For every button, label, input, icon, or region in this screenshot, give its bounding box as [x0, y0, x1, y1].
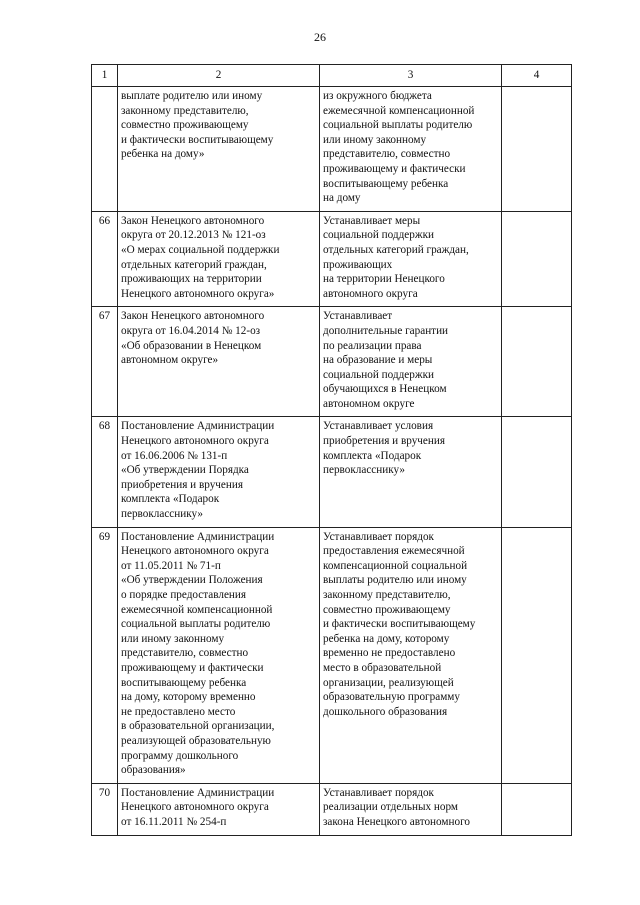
row-document: Закон Ненецкого автономного округа от 16.04.2014 № 12-оз «Об образовании в Ненецком автономном округе» [118, 307, 320, 417]
row-description: Устанавливает дополнительные гарантии по реализации права на образование и меры социальной поддержки обучающихся в Ненецком автономном округе [320, 307, 502, 417]
row-description: из окружного бюджета ежемесячной компенсационной социальной выплаты родителю или иному законному представителю, совместно проживающему и фактически воспитывающему ребенка на дому [320, 87, 502, 212]
column-header-document: 2 [118, 65, 320, 87]
page-number: 26 [314, 30, 326, 44]
row-document: Постановление Администрации Ненецкого автономного округа от 16.11.2011 № 254-п [118, 783, 320, 835]
row-number: 67 [92, 307, 118, 417]
table-row [92, 87, 572, 212]
row-number: 66 [92, 211, 118, 307]
row-note [502, 417, 572, 527]
row-number: 69 [92, 527, 118, 783]
row-document: Закон Ненецкого автономного округа от 20.12.2013 № 121-оз «О мерах социальной поддержки отдельных категорий граждан, проживающих на территории Ненецкого автономного округа» [118, 211, 320, 307]
row-document: Постановление Администрации Ненецкого автономного округа от 11.05.2011 № 71-п «Об утверждении Положения о порядке предоставления ежемесячной компенсационной социальной выплаты родителю или иному законному представителю, совместно проживающему и фактически воспитывающему ребенка на дому, которому временно не предоставлено место в образовательной организации, реализующей образовательную программу дошкольного образования» [118, 527, 320, 783]
row-note [502, 307, 572, 417]
row-description: Устанавливает порядок реализации отдельных норм закона Ненецкого автономного [320, 783, 502, 835]
column-header-description: 3 [320, 65, 502, 87]
row-description: Устанавливает порядок предоставления ежемесячной компенсационной социальной выплаты родителю или иному законному представителю, совместно проживающему и фактически воспитывающему ребенка на дому, которому временно не предоставлено место в образовательной организации, реализующей образовательную программу дошкольного образования [320, 527, 502, 783]
row-description: Устанавливает условия приобретения и вручения комплекта «Подарок первокласснику» [320, 417, 502, 527]
column-header-number: 1 [92, 65, 118, 87]
column-header-note: 4 [502, 65, 572, 87]
row-description: Устанавливает меры социальной поддержки отдельных категорий граждан, проживающих на территории Ненецкого автономного округа [320, 211, 502, 307]
table-header-row [92, 65, 572, 87]
row-note [502, 87, 572, 212]
row-number: 68 [92, 417, 118, 527]
table-row [92, 211, 572, 307]
row-number [92, 87, 118, 212]
table-row [92, 527, 572, 783]
row-note [502, 783, 572, 835]
row-document: Постановление Администрации Ненецкого автономного округа от 16.06.2006 № 131-п «Об утверждении Порядка приобретения и вручения комплекта «Подарок первокласснику» [118, 417, 320, 527]
row-document: выплате родителю или иному законному представителю, совместно проживающему и фактически воспитывающему ребенка на дому» [118, 87, 320, 212]
table-row [92, 783, 572, 835]
table-row [92, 307, 572, 417]
row-note [502, 211, 572, 307]
row-number: 70 [92, 783, 118, 835]
table-row [92, 417, 572, 527]
row-note [502, 527, 572, 783]
legislation-table [91, 64, 572, 836]
